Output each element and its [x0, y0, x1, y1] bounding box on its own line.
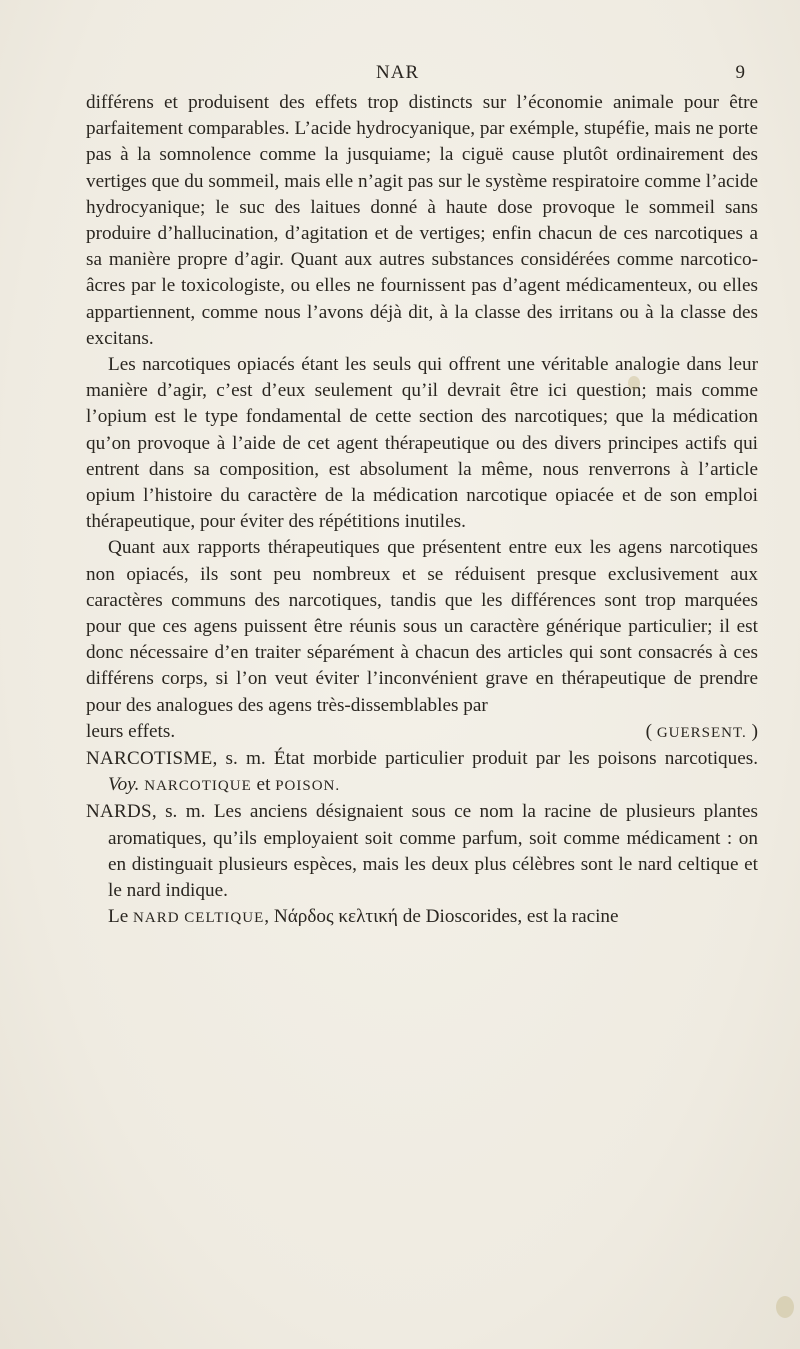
entry-headword-nards: NARDS — [86, 801, 152, 823]
paragraph-non-opiaces: Quant aux rapports thérapeutiques que présentent entre eux les agens narcotiques non opiacés, ils sont peu nombreux et se réduisent presque exclusivement aux caractères communs des narcotiques, tandis que les différences sont trop marquées pour que ces agens puissent être réunis sous un caractère générique particulier; il est donc nécessaire d’en traiter séparément à chacun des articles qui sont consacrés à ces différens corps, si l’on veut éviter l’inconvénient grave en thérapeutique de prendre pour des analogues des agens très-dissemblables par — [86, 537, 758, 716]
paragraph-nard-celtique: Le NARD CELTIQUE, Νάρδος κελτική de Dioscorides, est la racine — [108, 906, 619, 928]
paper-stain — [776, 1296, 794, 1318]
entry-nards: NARDS, s. m. Les anciens désignaient sous ce nom la racine de plusieurs plantes aromatiques, qu’ils employaient soit comme parfum, soit comme médicament : on en distinguait plusieurs espèces, mais les deux plus célèbres sont le nard celtique et le nard indique. — [86, 801, 758, 902]
running-header — [86, 62, 746, 88]
signature-line — [86, 719, 758, 746]
paragraph-opiaces: Les narcotiques opiacés étant les seuls qui offrent une véritable analogie dans leur manière d’agir, c’est d’eux seulement qu’il devrait être ici question; mais comme l’opium est le type fondamental de cette section des narcotiques; que la médication qu’on provoque à l’aide de cet agent thérapeutique ou des divers principes actifs qui entrent dans sa composition, est absolument la même, nous renverrons à l’article opium l’histoire du caractère de la médication narcotique opiacée et de son emploi thérapeutique, pour éviter des répétitions inutiles. — [86, 354, 758, 533]
paper-stain — [628, 376, 640, 390]
entry-narcotisme: NARCOTISME, s. m. État morbide particulier produit par les poisons narcotiques. Voy. NARCOTIQUE et POISON. — [86, 748, 758, 796]
author-signature: ( GUERSENT. ) — [645, 720, 758, 742]
page-number: 9 — [735, 62, 746, 83]
signature-line-text: leurs effets. — [86, 720, 176, 742]
entry-headword-narcotisme: NARCOTISME — [86, 748, 213, 770]
paragraph-continuation: différens et produisent des effets trop distincts sur l’économie animale pour être parfaitement comparables. L’acide hydrocyanique, par exémple, stupéfie, mais ne porte pas à la somnolence comme la jusquiame; la ciguë cause plutôt ordinairement des vertiges que du sommeil, mais elle n’agit pas sur le système respiratoire comme l’acide hydrocyanique; le suc des laitues donné à haute dose provoque le sommeil sans produire d’hallucination, d’agitation et de vertiges; enfin chacun de ces narcotiques a sa manière propre d’agir. Quant aux autres substances considérées comme narcotico-âcres par le toxicologiste, ou elles ne fournissent pas d’agent médicamenteux, ou elles appartiennent, comme nous l’avons déjà dit, à la classe des irritans ou à la classe des excitans. — [86, 92, 758, 349]
page-body — [86, 90, 758, 932]
running-title: NAR — [376, 62, 420, 83]
